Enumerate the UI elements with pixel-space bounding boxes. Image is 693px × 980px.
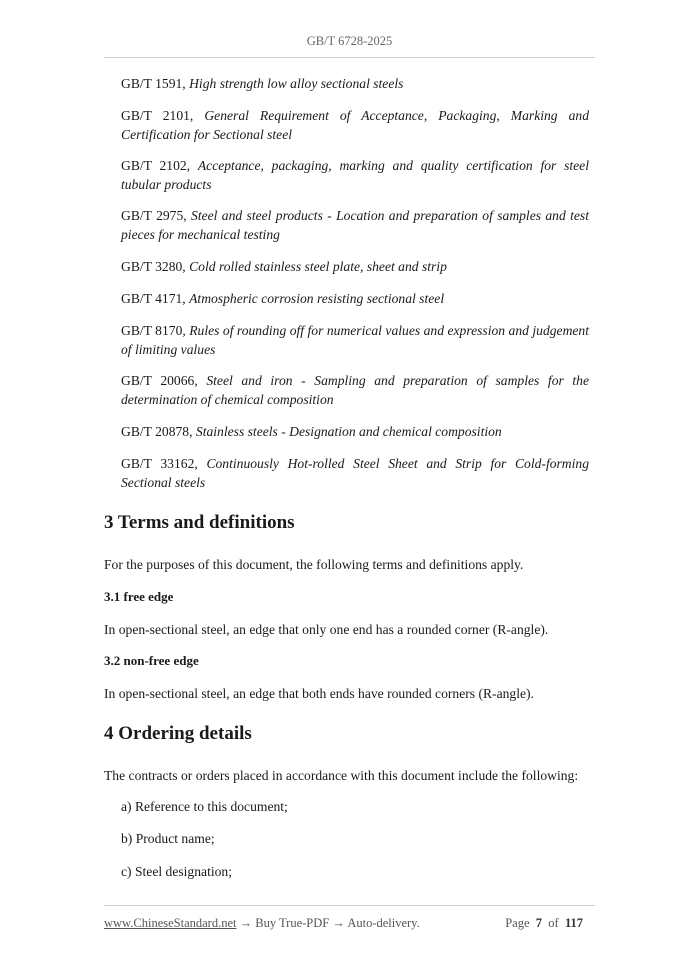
reference-item: GB/T 2975, Steel and steel products - Location and preparation of samples and test pieces for mechanical testing bbox=[121, 208, 590, 242]
footer-links bbox=[104, 916, 420, 931]
reference-item: GB/T 3280, Cold rolled stainless steel plate, sheet and strip bbox=[121, 259, 447, 274]
page-number: Page 7 of 117 bbox=[505, 916, 583, 930]
reference-item: GB/T 4171, Atmospheric corrosion resisting sectional steel bbox=[121, 291, 445, 306]
term-heading: 3.1 free edge bbox=[104, 589, 174, 604]
list-item: a) Reference to this document; bbox=[121, 799, 288, 814]
reference-item: GB/T 2101, General Requirement of Acceptance, Packaging, Marking and Certification for Sectional steel bbox=[121, 108, 589, 142]
total-pages: 117 bbox=[564, 916, 583, 930]
site-link[interactable]: www.ChineseStandard.net bbox=[104, 916, 237, 930]
section-intro: The contracts or orders placed in accordance with this document include the following: bbox=[104, 768, 579, 783]
term-definition: In open-sectional steel, an edge that both ends have rounded corners (R-angle). bbox=[104, 686, 534, 701]
auto-delivery-text: Auto-delivery. bbox=[347, 916, 420, 930]
current-page: 7 bbox=[535, 916, 543, 930]
reference-item: GB/T 33162, Continuously Hot-rolled Steel Sheet and Strip for Cold-forming Sectional steels bbox=[121, 456, 589, 490]
reference-item: GB/T 1591, High strength low alloy sectional steels bbox=[121, 76, 404, 91]
footer-divider bbox=[104, 905, 595, 906]
list-item: c) Steel designation; bbox=[121, 864, 232, 879]
reference-item: GB/T 20066, Steel and iron - Sampling and preparation of samples for the determination of chemical composition bbox=[121, 373, 590, 407]
reference-item: GB/T 2102, Acceptance, packaging, marking and quality certification for steel tubular products bbox=[121, 158, 589, 192]
section-heading: 4 Ordering details bbox=[104, 723, 252, 744]
buy-link[interactable]: Buy True-PDF bbox=[255, 916, 330, 930]
arrow-icon: → bbox=[332, 916, 345, 930]
reference-item: GB/T 8170, Rules of rounding off for numerical values and expression and judgement of limiting values bbox=[121, 323, 590, 357]
header-divider bbox=[104, 57, 595, 58]
reference-item: GB/T 20878, Stainless steels - Designation and chemical composition bbox=[121, 424, 502, 439]
arrow-icon: → bbox=[239, 916, 253, 930]
term-definition: In open-sectional steel, an edge that only one end has a rounded corner (R-angle). bbox=[104, 622, 549, 637]
section-intro: For the purposes of this document, the following terms and definitions apply. bbox=[104, 557, 524, 572]
term-heading: 3.2 non-free edge bbox=[104, 653, 199, 668]
page-header: GB/T 6728-2025 bbox=[306, 34, 393, 48]
list-item: b) Product name; bbox=[121, 831, 215, 846]
section-heading: 3 Terms and definitions bbox=[104, 512, 295, 533]
